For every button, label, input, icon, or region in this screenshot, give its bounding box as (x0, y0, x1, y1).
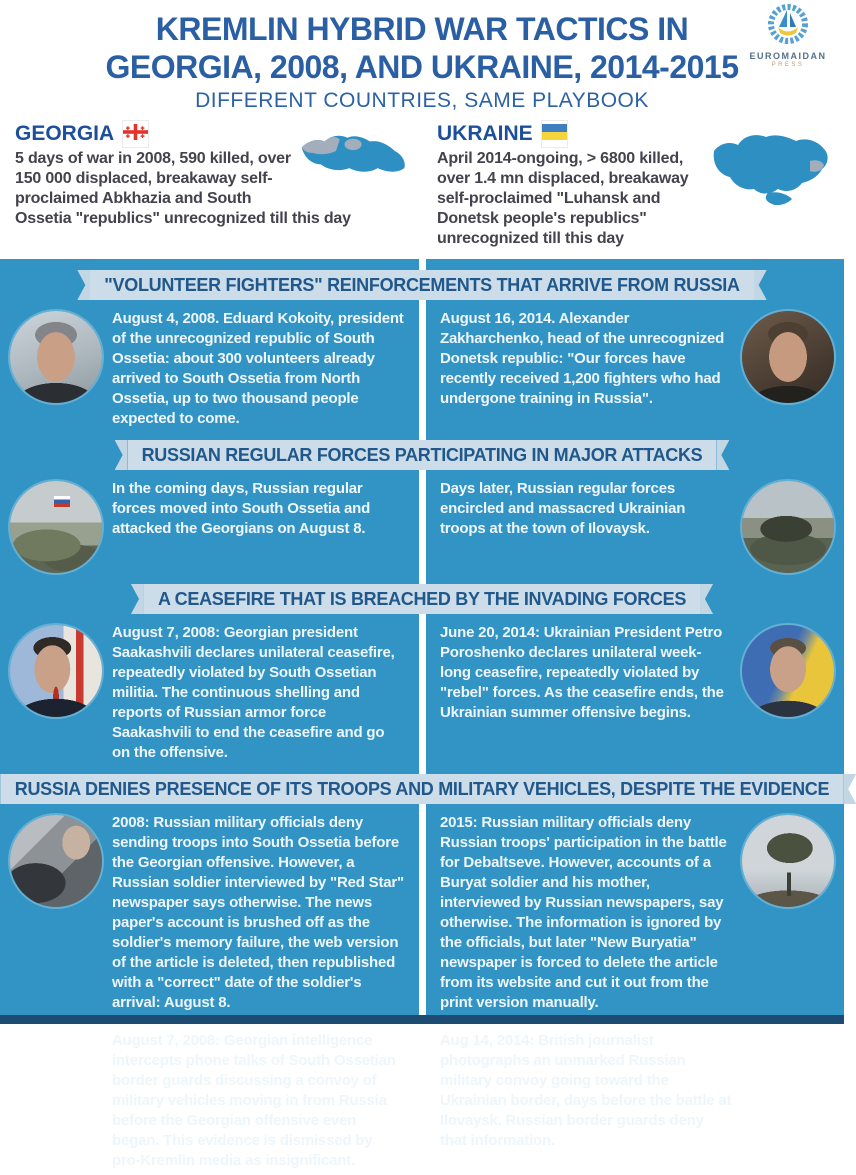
section-regular-forces (0, 440, 844, 577)
section-banner (128, 440, 717, 470)
georgia-flag-icon (123, 121, 148, 147)
section-denial (0, 774, 844, 1175)
georgia-cell (0, 475, 422, 577)
banner-text: A CEASEFIRE THAT IS BREACHED BY THE INVADING FORCES (157, 589, 687, 609)
country-panel-ukraine (422, 119, 844, 253)
paragraph: August 16, 2014. Alexander Zakharchenko, head of the unrecognized Donetsk republic: "Our forces have recently received 1,200 fighters who had undergone training in Russia". (440, 310, 725, 407)
banner-text: RUSSIAN REGULAR FORCES PARTICIPATING IN MAJOR ATTACKS (141, 445, 703, 465)
section-row (0, 809, 844, 1175)
paragraph: August 7, 2008: Georgian president Saakashvili declares unilateral ceasefire, repeatedly violated by South Ossetian militia. The continuous shelling and reports of Russian armor force Saakashvili to end the ceasefire and go on the offensive. (112, 624, 395, 761)
paragraph: August 4, 2008. Eduard Kokoity, president of the unrecognized republic of South Ossetia: about 300 volunteers already arrived to South Ossetia from North Ossetia, up to two thousand people expected to come. (112, 310, 404, 427)
ukraine-cell (422, 305, 844, 433)
photo-soldiers-putin-poster (10, 815, 102, 907)
section-banner (1, 774, 843, 804)
title-line-2: GEORGIA, 2008, AND UKRAINE, 2014-2015 (105, 49, 739, 85)
paragraph: In the coming days, Russian regular forces moved into South Ossetia and attacked the Georgians on August 8. (112, 480, 371, 537)
paragraph: August 7, 2008: Georgian intelligence intercepts phone talks of South Ossetian border guards discussing a convoy of military vehicles moving in from Russia before the Georgian offensive even began. This evidence is dismissed by pro-Kremlin media as insignificant. (112, 1032, 396, 1169)
section-row (0, 305, 844, 433)
paragraph: Days later, Russian regular forces encircled and massacred Ukrainian troops at the town of Ilovaysk. (440, 480, 686, 537)
country-description-georgia: 5 days of war in 2008, 590 killed, over 150 000 displaced, breakaway self-proclaimed Abkhazia and South Ossetia "republics" unrecognized till this day (15, 150, 351, 227)
section-volunteer-fighters (0, 270, 844, 433)
ukraine-cell (422, 475, 844, 577)
georgia-cell (0, 619, 422, 767)
logo-title: EUROMAIDAN (749, 51, 827, 61)
euromaidan-press-logo (742, 2, 834, 68)
page-title (0, 10, 844, 86)
ukraine-cell (422, 619, 844, 767)
paragraph: June 20, 2014: Ukrainian President Petro Poroshenko declares unilateral week-long ceasefire, repeatedly violated by "rebel" forces. As the ceasefire ends, the Ukrainian summer offensive begins. (440, 624, 724, 721)
photo-tank-ilovaysk (742, 481, 834, 573)
header (0, 0, 844, 113)
country-intro-row (0, 119, 844, 253)
logo-subtitle: PRESS (771, 62, 805, 68)
logo-wreath-sailboat-icon (757, 2, 819, 48)
country-name-georgia (15, 121, 292, 147)
section-row (0, 619, 844, 767)
georgia-cell (0, 809, 422, 1175)
photo-alexander-zakharchenko (742, 311, 834, 403)
ukraine-cell (422, 809, 844, 1175)
ukraine-flag-icon (542, 121, 567, 147)
country-name-label: UKRAINE (437, 122, 533, 145)
country-name-ukraine (437, 121, 700, 147)
paragraph: 2008: Russian military officials deny sending troops into South Ossetia before the Georgian offensive. However, a Russian soldier interviewed by "Red Star" newspaper says otherwise. The news paper's account is brushed off as the soldier's memory failure, the web version of the article is deleted, then republished with a "correct" date of the soldier's arrival: August 8. (112, 814, 404, 1011)
ukraine-map (706, 121, 832, 216)
photo-petro-poroshenko (742, 625, 834, 717)
section-ceasefire (0, 584, 844, 767)
photo-russian-armored-convoy (10, 481, 102, 573)
section-banner (144, 584, 700, 614)
section-row (0, 475, 844, 577)
country-name-label: GEORGIA (15, 122, 115, 145)
paragraph: 2015: Russian military officials deny Russian troops' participation in the battle for Debaltseve. However, accounts of a Buryat soldier and his mother, interviewed by Russian newspapers, say otherwise. The information is ignored by the officials, but later "New Buryatia" newspaper is forced to delete the article from its website and cut it out from the print version manually. (440, 814, 727, 1011)
title-line-1: KREMLIN HYBRID WAR TACTICS IN (155, 11, 689, 47)
section-banner (90, 270, 753, 300)
country-panel-georgia (0, 119, 422, 253)
banner-text: "VOLUNTEER FIGHTERS" REINFORCEMENTS THAT ARRIVE FROM RUSSIA (104, 275, 740, 295)
country-description-ukraine: April 2014-ongoing, > 6800 killed, over 1.4 mn displaced, breakaway self-proclaimed "Luhansk and Donetsk people's republics" unrecognized till this day (437, 150, 689, 247)
georgia-map (298, 121, 410, 188)
comparison-panel (0, 259, 844, 1169)
banner-text: RUSSIA DENIES PRESENCE OF ITS TROOPS AND MILITARY VEHICLES, DESPITE THE EVIDENCE (14, 779, 830, 799)
photo-eduard-kokoity (10, 311, 102, 403)
photo-helmet-rifle-memorial (742, 815, 834, 907)
photo-mikheil-saakashvili (10, 625, 102, 717)
paragraph: Aug 14, 2014: British journalist photographs an unmarked Russian military convoy going toward the Ukrainian border, days before the battle at Ilovaysk. Russian border guards deny that information. (440, 1032, 732, 1149)
page-subtitle: DIFFERENT COUNTRIES, SAME PLAYBOOK (195, 89, 649, 112)
georgia-cell (0, 305, 422, 433)
